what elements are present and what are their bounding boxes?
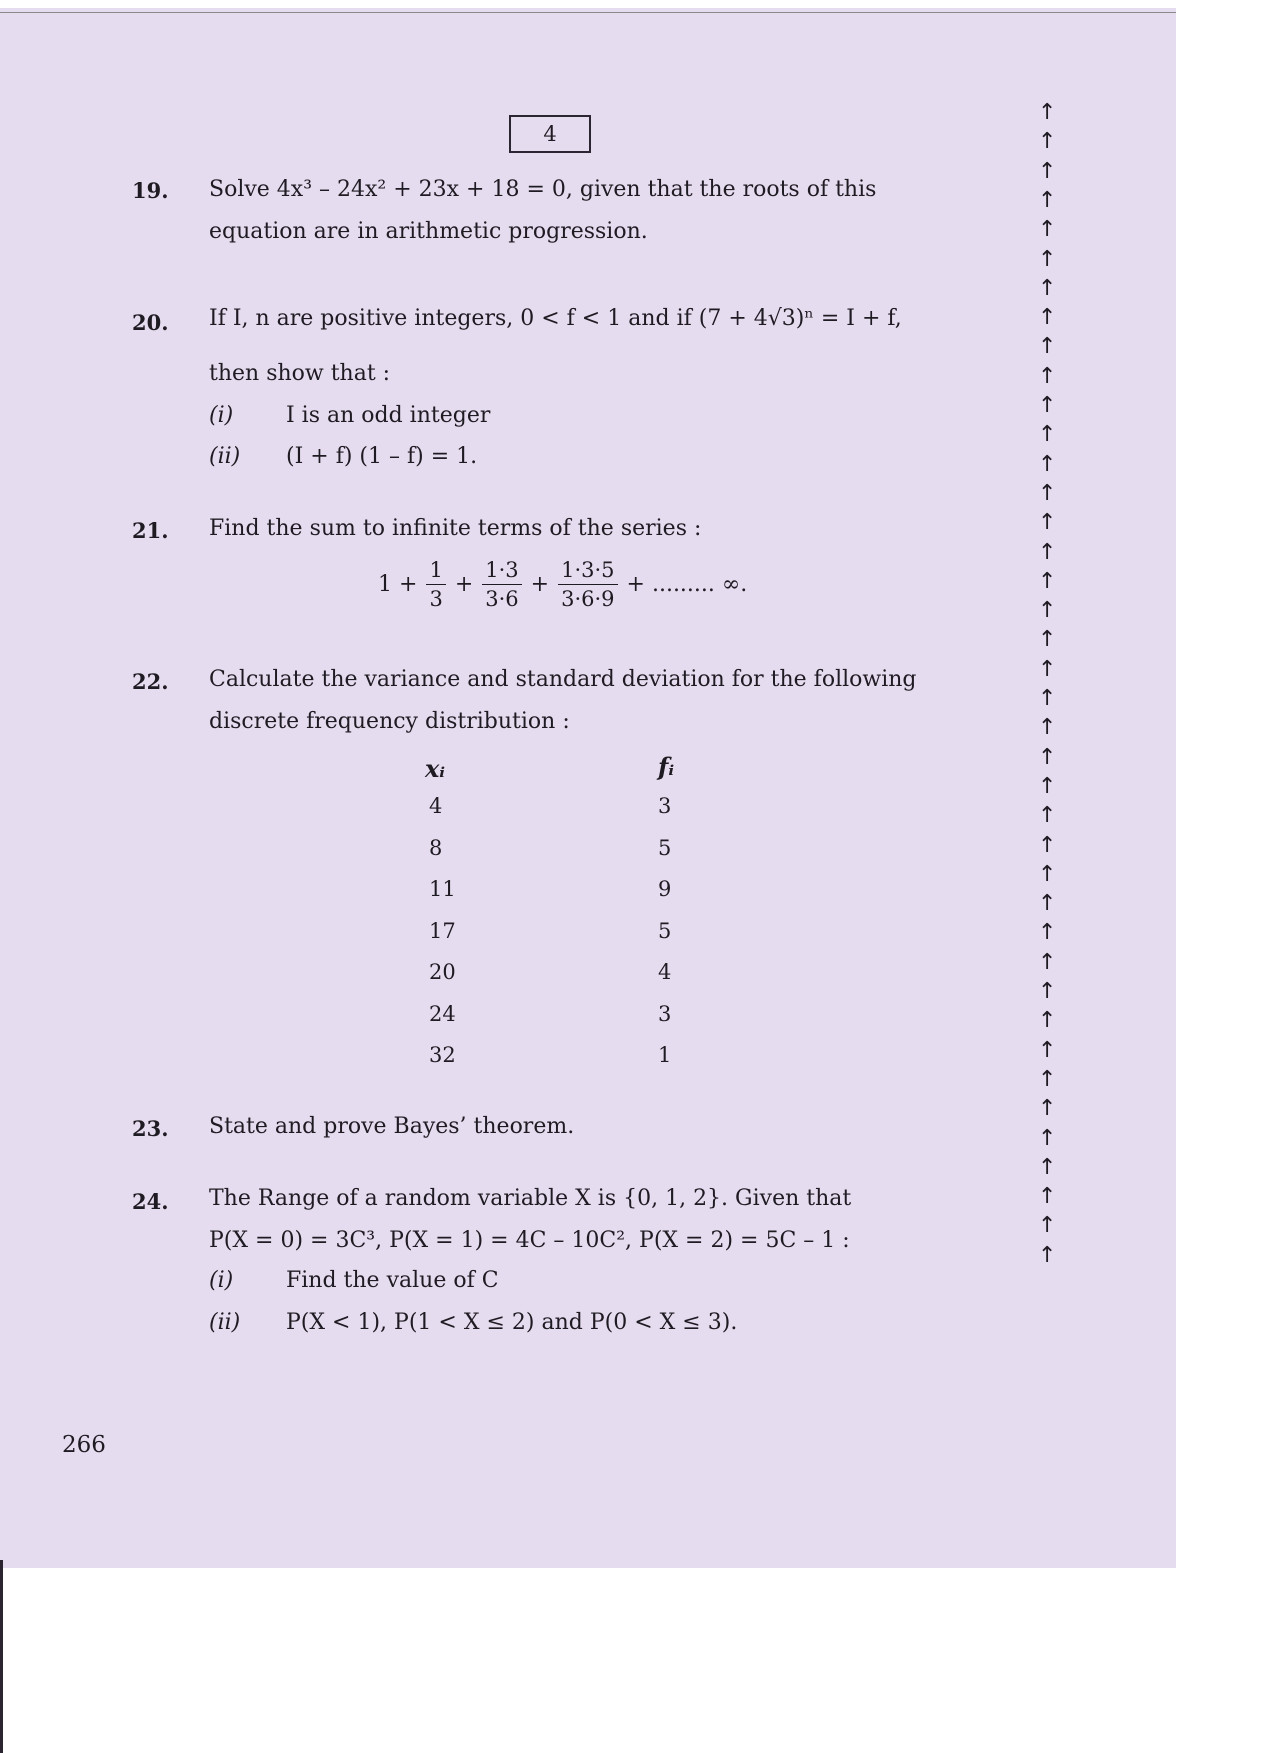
- question-22-line-2: discrete frequency distribution :: [209, 709, 570, 734]
- series-lead: 1 +: [378, 572, 418, 597]
- up-arrow-icon: ↑: [1038, 686, 1057, 711]
- up-arrow-icon: ↑: [1038, 1125, 1057, 1151]
- page-edge-mark: [0, 1560, 3, 1753]
- table-cell-f: 5: [658, 918, 672, 943]
- series-fraction-2: [482, 556, 521, 613]
- question-24-sub-ii-label: (ii): [209, 1310, 241, 1335]
- series-tail: + ......... ∞.: [626, 572, 748, 597]
- up-arrow-icon: ↑: [1038, 305, 1057, 331]
- question-19-line-1: Solve 4x³ – 24x² + 23x + 18 = 0, given that the roots of this: [209, 177, 877, 202]
- up-arrow-icon: ↑: [1038, 217, 1057, 243]
- up-arrow-icon: ↑: [1038, 158, 1057, 184]
- up-arrow-icon: ↑: [1038, 891, 1057, 917]
- up-arrow-icon: ↑: [1038, 510, 1057, 536]
- up-arrow-icon: ↑: [1038, 715, 1057, 741]
- question-21-line-1: Find the sum to infinite terms of the series :: [209, 516, 702, 541]
- up-arrow-icon: ↑: [1038, 832, 1057, 858]
- question-19-line-2: equation are in arithmetic progression.: [209, 219, 648, 244]
- question-20-sub-i-text: I is an odd integer: [286, 403, 491, 428]
- up-arrow-icon: ↑: [1038, 744, 1057, 770]
- table-cell-f: 1: [658, 1043, 672, 1067]
- up-arrow-icon: ↑: [1038, 1184, 1057, 1210]
- table-cell-f: 3: [658, 1001, 672, 1026]
- up-arrow-icon: ↑: [1038, 539, 1057, 565]
- page-box-number: 4: [509, 115, 591, 153]
- question-number-24: 24.: [132, 1189, 169, 1214]
- question-24-sub-i-text: Find the value of C: [286, 1268, 499, 1293]
- up-arrow-icon: ↑: [1038, 334, 1057, 360]
- fraction-2-denominator: 3·6: [485, 587, 519, 611]
- up-arrow-icon: ↑: [1038, 246, 1057, 272]
- question-20-line-2: then show that :: [209, 361, 391, 386]
- table-cell-f: 5: [658, 835, 672, 860]
- up-arrow-icon: ↑: [1038, 1096, 1057, 1122]
- fraction-2-numerator: 1·3: [482, 556, 521, 585]
- up-arrow-icon: ↑: [1038, 393, 1057, 418]
- series-fraction-3: [558, 556, 617, 613]
- up-arrow-icon: ↑: [1038, 861, 1057, 887]
- question-20-sub-i-label: (i): [209, 403, 234, 428]
- table-cell-x: 24: [429, 1001, 456, 1026]
- up-arrow-icon: ↑: [1038, 363, 1057, 389]
- table-cell-x: 17: [429, 918, 456, 943]
- up-arrow-icon: ↑: [1038, 275, 1057, 301]
- question-number-20: 20.: [132, 310, 169, 335]
- up-arrow-icon: ↑: [1038, 1213, 1057, 1239]
- up-arrow-icon: ↑: [1038, 949, 1057, 975]
- up-arrow-icon: ↑: [1038, 773, 1057, 799]
- up-arrow-icon: ↑: [1038, 480, 1057, 506]
- up-arrow-icon: ↑: [1038, 920, 1057, 946]
- fraction-3-numerator: 1·3·5: [558, 556, 617, 585]
- question-20-sub-ii-label: (ii): [209, 444, 241, 469]
- up-arrow-icon: ↑: [1038, 1242, 1057, 1268]
- table-cell-x: 32: [429, 1043, 456, 1067]
- table-cell-x: 4: [429, 794, 443, 818]
- table-header-f: fᵢ: [658, 752, 675, 781]
- question-24-sub-ii-text: P(X < 1), P(1 < X ≤ 2) and P(0 < X ≤ 3).: [286, 1310, 738, 1335]
- table-cell-f: 9: [658, 877, 672, 901]
- series-expression: 1 + $\frac{1}{3}$ + $\frac{1\cdot 3}{3\cdot 6}$ + $\frac{1\cdot 3\cdot 5}{3\cdot 6\cdot 9}$ + ......... ∞.: [378, 558, 748, 611]
- table-cell-x: 11: [429, 877, 456, 901]
- question-24-line-2: P(X = 0) = 3C³, P(X = 1) = 4C – 10C², P(X = 2) = 5C – 1 :: [209, 1228, 850, 1253]
- up-arrow-icon: ↑: [1038, 187, 1057, 213]
- question-number-21: 21.: [132, 518, 169, 543]
- up-arrow-icon: ↑: [1038, 451, 1057, 477]
- question-24-line-1: The Range of a random variable X is {0, 1, 2}. Given that: [209, 1186, 852, 1211]
- page-number: 266: [62, 1432, 106, 1458]
- question-number-22: 22.: [132, 669, 169, 694]
- fraction-3-denominator: 3·6·9: [561, 587, 615, 611]
- question-number-19: 19.: [132, 178, 169, 203]
- question-20-sub-ii-text: (I + f) (1 – f) = 1.: [286, 444, 478, 469]
- up-arrow-icon: ↑: [1038, 1008, 1057, 1034]
- series-fraction-1: [426, 556, 445, 613]
- up-arrow-icon: ↑: [1038, 129, 1057, 155]
- up-arrow-icon: ↑: [1038, 1037, 1057, 1063]
- up-arrow-icon: ↑: [1038, 100, 1057, 125]
- question-20-line-1: If I, n are positive integers, 0 < f < 1 and if (7 + 4√3)ⁿ = I + f,: [209, 306, 902, 331]
- question-24-sub-i-label: (i): [209, 1268, 234, 1293]
- up-arrow-icon: ↑: [1038, 979, 1057, 1004]
- up-arrow-icon: ↑: [1038, 568, 1057, 594]
- up-arrow-icon: ↑: [1038, 627, 1057, 653]
- up-arrow-icon: ↑: [1038, 1154, 1057, 1180]
- up-arrow-icon: ↑: [1038, 656, 1057, 682]
- table-header-x: xᵢ: [425, 754, 446, 783]
- fraction-1-denominator: 3: [429, 587, 443, 611]
- up-arrow-icon: ↑: [1038, 803, 1057, 829]
- fraction-1-numerator: 1: [426, 556, 445, 585]
- table-cell-f: 3: [658, 794, 672, 818]
- up-arrow-icon: ↑: [1038, 1066, 1057, 1092]
- up-arrow-icon: ↑: [1038, 598, 1057, 624]
- table-cell-x: 20: [429, 960, 456, 984]
- table-cell-x: 8: [429, 835, 443, 860]
- scan-edge-line: [0, 12, 1176, 13]
- up-arrow-icon: ↑: [1038, 422, 1057, 448]
- table-cell-f: 4: [658, 960, 672, 984]
- question-22-line-1: Calculate the variance and standard deviation for the following: [209, 667, 917, 692]
- question-number-23: 23.: [132, 1116, 169, 1141]
- question-23-line-1: State and prove Bayes’ theorem.: [209, 1114, 575, 1139]
